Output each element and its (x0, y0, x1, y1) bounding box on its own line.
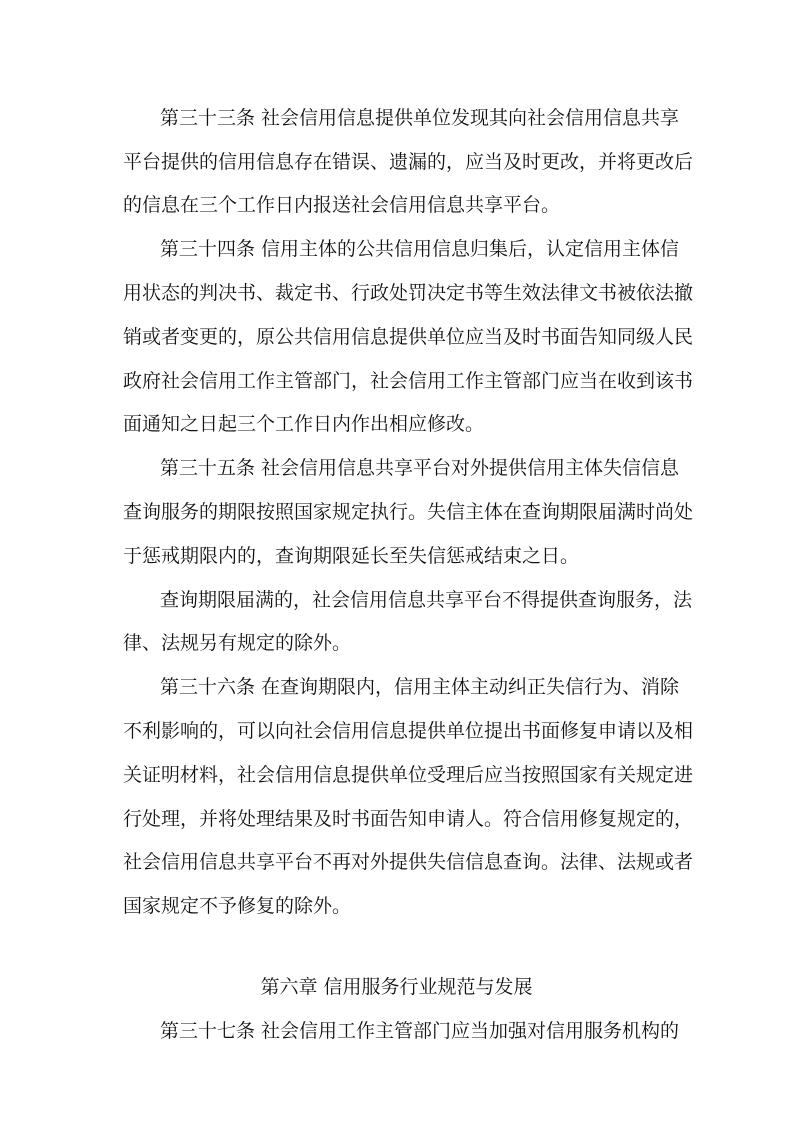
text-line (0, 884, 793, 928)
text-line (0, 490, 793, 534)
text-line-content: 国家规定不予修复的除外。 (123, 895, 352, 917)
text-line-content: 律、法规另有规定的除外。 (123, 632, 352, 654)
text-line (0, 578, 793, 622)
text-line-content: 查询期限届满的，社会信用信息共享平台不得提供查询服务，法 (160, 589, 693, 611)
text-line-content: 第三十六条 在查询期限内，信用主体主动纠正失信行为、消除 (160, 676, 680, 698)
text-line-content: 第三十五条 社会信用信息共享平台对外提供信用主体失信信息 (160, 457, 680, 479)
text-line (0, 446, 793, 490)
text-line (0, 840, 793, 884)
text-line (0, 183, 793, 227)
text-line-content: 第三十七条 社会信用工作主管部门应当加强对信用服务机构的 (160, 1020, 680, 1042)
text-line (0, 359, 793, 403)
text-line-content: 第三十三条 社会信用信息提供单位发现其向社会信用信息共享 (160, 107, 680, 129)
chapter-heading (0, 965, 793, 1009)
text-line (0, 271, 793, 315)
text-line-content: 查询服务的期限按照国家规定执行。失信主体在查询期限届满时尚处 (123, 501, 694, 523)
text-line (0, 665, 793, 709)
text-line (0, 227, 793, 271)
text-line (0, 753, 793, 797)
text-line (0, 534, 793, 578)
text-line-content: 不利影响的，可以向社会信用信息提供单位提出书面修复申请以及相 (123, 720, 694, 742)
text-line (0, 140, 793, 184)
text-line (0, 96, 793, 140)
text-line-content: 第三十四条 信用主体的公共信用信息归集后，认定信用主体信 (160, 238, 680, 260)
text-line (0, 621, 793, 665)
text-line (0, 797, 793, 841)
text-line (0, 709, 793, 753)
text-line-content: 行处理，并将处理结果及时书面告知申请人。符合信用修复规定的， (123, 808, 694, 830)
text-line (0, 315, 793, 359)
text-line-content: 政府社会信用工作主管部门，社会信用工作主管部门应当在收到该书 (123, 370, 694, 392)
text-line-content: 于惩戒期限内的，查询期限延长至失信惩戒结束之日。 (123, 545, 580, 567)
text-line-content: 社会信用信息共享平台不再对外提供失信信息查询。法律、法规或者 (123, 851, 694, 873)
text-line (0, 1009, 793, 1053)
text-line-content: 平台提供的信用信息存在错误、遗漏的，应当及时更改，并将更改后 (123, 151, 694, 173)
text-line-content: 销或者变更的，原公共信用信息提供单位应当及时书面告知同级人民 (123, 326, 694, 348)
text-line-content: 用状态的判决书、裁定书、行政处罚决定书等生效法律文书被依法撤 (123, 282, 694, 304)
text-line-content: 关证明材料，社会信用信息提供单位受理后应当按照国家有关规定进 (123, 764, 694, 786)
text-line-content: 面通知之日起三个工作日内作出相应修改。 (123, 413, 485, 435)
text-line-content: 的信息在三个工作日内报送社会信用信息共享平台。 (123, 194, 561, 216)
text-line (0, 402, 793, 446)
chapter-heading-text: 第六章 信用服务行业规范与发展 (260, 976, 533, 998)
